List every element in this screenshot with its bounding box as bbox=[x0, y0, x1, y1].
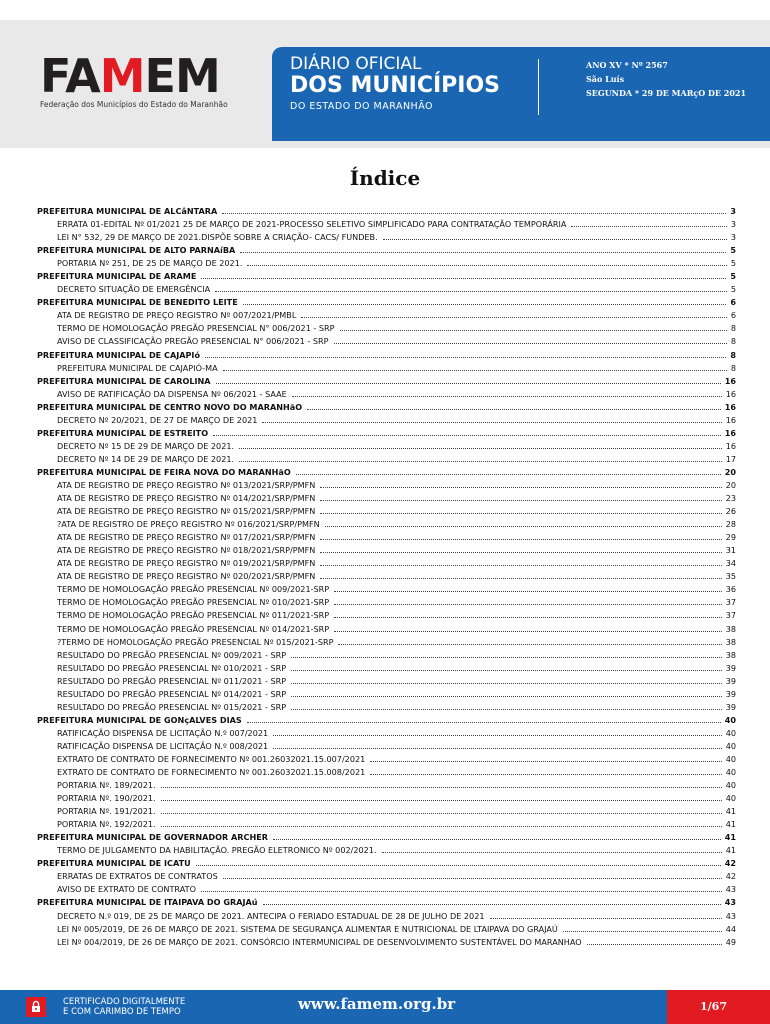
toc-page-number: 39 bbox=[725, 675, 736, 686]
toc-page-number: 38 bbox=[725, 649, 736, 660]
dot-leader bbox=[292, 388, 722, 397]
toc-page-number: 16 bbox=[725, 388, 736, 399]
toc-page-number: 43 bbox=[725, 910, 736, 921]
dot-leader bbox=[490, 910, 722, 919]
dot-leader bbox=[320, 531, 721, 540]
toc-entry[interactable] bbox=[37, 557, 736, 570]
toc-page-number: 20 bbox=[725, 479, 736, 490]
dot-leader bbox=[301, 309, 727, 318]
dot-leader bbox=[587, 936, 722, 945]
toc-section[interactable] bbox=[37, 896, 736, 909]
toc-section[interactable] bbox=[37, 296, 736, 309]
toc-section[interactable] bbox=[37, 349, 736, 362]
toc-entry-title: RESULTADO DO PREGÃO PRESENCIAL Nº 015/2021 - SRP bbox=[57, 701, 287, 712]
toc-entry-title: AVISO DE EXTRATO DE CONTRATO bbox=[57, 884, 196, 895]
toc-page-number: 41 bbox=[724, 832, 736, 843]
toc-page-number: 29 bbox=[725, 532, 736, 543]
toc-page-number: 8 bbox=[730, 362, 736, 373]
edition-number: ANO XV * Nº 2567 bbox=[586, 60, 668, 70]
toc-section[interactable] bbox=[37, 466, 736, 479]
dot-leader bbox=[223, 870, 722, 879]
toc-section[interactable] bbox=[37, 427, 736, 440]
page-footer bbox=[0, 990, 770, 1024]
dot-leader bbox=[222, 205, 726, 214]
toc-entry[interactable] bbox=[37, 218, 736, 231]
toc-entry-title: PREFEITURA MUNICIPAL DE ARAME bbox=[37, 271, 197, 282]
toc-page-number: 17 bbox=[725, 453, 736, 464]
toc-entry-title: PREFEITURA MUNICIPAL DE CENTRO NOVO DO MARANHãO bbox=[37, 401, 303, 412]
toc-entry[interactable] bbox=[37, 362, 736, 375]
toc-page-number: 3 bbox=[730, 219, 736, 230]
dot-leader bbox=[334, 583, 722, 592]
toc-entry-title: ERRATAS DE EXTRATOS DE CONTRATOS bbox=[57, 871, 218, 882]
toc-page-number: 31 bbox=[725, 545, 736, 556]
logo-text-accent: M bbox=[99, 49, 145, 103]
toc-entry-title: EXTRATO DE CONTRATO DE FORNECIMENTO Nº 001.26032021.15.007/2021 bbox=[57, 753, 366, 764]
dot-leader bbox=[196, 857, 721, 866]
toc-page-number: 42 bbox=[725, 871, 736, 882]
toc-page-number: 28 bbox=[725, 519, 736, 530]
toc-entry-title: RATIFICAÇÃO DISPENSA DE LICITAÇÃO N.º 008/2021 bbox=[57, 740, 269, 751]
toc-page-number: 6 bbox=[730, 310, 736, 321]
dot-leader bbox=[296, 466, 721, 475]
toc-page-number: 16 bbox=[724, 427, 736, 438]
toc-entry[interactable] bbox=[37, 518, 736, 531]
logo-text-post: EM bbox=[144, 49, 220, 103]
toc-entry-title: ATA DE REGISTRO DE PREÇO REGISTRO Nº 013/2021/SRP/PMFN bbox=[57, 479, 316, 490]
toc-page-number: 43 bbox=[725, 884, 736, 895]
toc-entry[interactable] bbox=[37, 883, 736, 896]
publication-banner bbox=[272, 47, 770, 141]
dot-leader bbox=[370, 766, 721, 775]
dot-leader bbox=[223, 362, 727, 371]
toc-entry-title: ?ATA DE REGISTRO DE PREÇO REGISTRO Nº 016/2021/SRP/PMFN bbox=[57, 519, 320, 530]
toc-entry-title: ATA DE REGISTRO DE PREÇO REGISTRO Nº 007/2021/PMBL bbox=[57, 310, 297, 321]
toc-entry[interactable] bbox=[37, 414, 736, 427]
dot-leader bbox=[320, 505, 721, 514]
toc-entry-title: PREFEITURA MUNICIPAL DE FEIRA NOVA DO MARANHãO bbox=[37, 466, 291, 477]
toc-page-number: 41 bbox=[725, 819, 736, 830]
dot-leader bbox=[291, 688, 722, 697]
dot-leader bbox=[273, 831, 721, 840]
dot-leader bbox=[161, 805, 722, 814]
toc-entry-title: DECRETO Nº 20/2021, DE 27 DE MARÇO DE 2021 bbox=[57, 414, 258, 425]
dot-leader bbox=[334, 596, 722, 605]
toc-page-number: 3 bbox=[730, 232, 736, 243]
lock-icon bbox=[26, 997, 46, 1017]
toc-entry[interactable] bbox=[37, 818, 736, 831]
toc-entry-title: TERMO DE JULGAMENTO DA HABILITAÇÃO. PREGÃO ELETRONICO Nº 002/2021. bbox=[57, 845, 377, 856]
toc-entry[interactable] bbox=[37, 688, 736, 701]
dot-leader bbox=[240, 244, 726, 253]
website-link[interactable]: www.famem.org.br bbox=[298, 995, 456, 1013]
toc-entry-title: PORTARIA Nº. 191/2021. bbox=[57, 806, 156, 817]
toc-page-number: 40 bbox=[725, 727, 736, 738]
toc-entry[interactable] bbox=[37, 583, 736, 596]
toc-entry-title: RATIFICAÇÃO DISPENSA DE LICITAÇÃO N.º 007/2021 bbox=[57, 727, 269, 738]
toc-entry-title: ATA DE REGISTRO DE PREÇO REGISTRO Nº 014/2021/SRP/PMFN bbox=[57, 493, 316, 504]
toc-entry-title: ATA DE REGISTRO DE PREÇO REGISTRO Nº 018/2021/SRP/PMFN bbox=[57, 545, 316, 556]
toc-entry[interactable] bbox=[37, 727, 736, 740]
table-of-contents bbox=[37, 205, 736, 949]
dot-leader bbox=[334, 335, 727, 344]
toc-entry[interactable] bbox=[37, 740, 736, 753]
famem-logo bbox=[40, 49, 220, 103]
edition-info bbox=[586, 58, 746, 100]
edition-city: São Luís bbox=[586, 74, 625, 84]
dot-leader bbox=[307, 401, 721, 410]
toc-page-number: 20 bbox=[724, 466, 736, 477]
toc-page-number: 40 bbox=[725, 767, 736, 778]
toc-entry-title: DECRETO Nº 15 DE 29 DE MARÇO DE 2021. bbox=[57, 440, 235, 451]
toc-entry[interactable] bbox=[37, 766, 736, 779]
toc-entry-title: TERMO DE HOMOLOGAÇÃO PREGÃO PRESENCIAL Nº 010/2021-SRP bbox=[57, 597, 330, 608]
toc-entry-title: TERMO DE HOMOLOGAÇÃO PREGÃO PRESENCIAL Nº 009/2021-SRP bbox=[57, 584, 330, 595]
toc-entry[interactable] bbox=[37, 662, 736, 675]
toc-entry[interactable] bbox=[37, 675, 736, 688]
dot-leader bbox=[334, 609, 722, 618]
toc-entry[interactable] bbox=[37, 283, 736, 296]
toc-entry-title: AVISO DE RATIFICAÇÃO DA DISPENSA Nº 06/2021 - SAAE bbox=[57, 388, 287, 399]
dot-leader bbox=[291, 649, 722, 658]
toc-page-number: 6 bbox=[730, 297, 736, 308]
toc-entry[interactable] bbox=[37, 623, 736, 636]
toc-page-number: 16 bbox=[724, 375, 736, 386]
toc-entry-title: ATA DE REGISTRO DE PREÇO REGISTRO Nº 019/2021/SRP/PMFN bbox=[57, 558, 316, 569]
banner-title-line1: DIÁRIO OFICIAL bbox=[290, 54, 422, 74]
dot-leader bbox=[247, 257, 726, 266]
toc-page-number: 8 bbox=[730, 349, 736, 360]
toc-page-number: 41 bbox=[725, 806, 736, 817]
banner-title-line2: DOS MUNICÍPIOS bbox=[290, 73, 501, 98]
toc-entry-title: DECRETO Nº 14 DE 29 DE MARÇO DE 2021. bbox=[57, 453, 235, 464]
toc-entry-title: LEI Nº 004/2019, DE 26 DE MARÇO DE 2021. CONSÓRCIO INTERMUNICIPAL DE DESENVOLVIMENTO SUSTENTÁVEL DO MARANHAO bbox=[57, 936, 582, 947]
toc-entry[interactable] bbox=[37, 479, 736, 492]
toc-entry-title: RESULTADO DO PREGÃO PRESENCIAL Nº 009/2021 - SRP bbox=[57, 649, 287, 660]
toc-page-number: 16 bbox=[725, 414, 736, 425]
toc-entry-title: RESULTADO DO PREGÃO PRESENCIAL Nº 014/2021 - SRP bbox=[57, 688, 287, 699]
cert-line2: E COM CARIMBO DE TEMPO bbox=[63, 1007, 181, 1017]
toc-page-number: 40 bbox=[724, 714, 736, 725]
logo-text-pre: FA bbox=[40, 49, 100, 103]
dot-leader bbox=[340, 322, 727, 331]
toc-section[interactable] bbox=[37, 270, 736, 283]
toc-page-number: 16 bbox=[725, 440, 736, 451]
toc-entry[interactable] bbox=[37, 440, 736, 453]
toc-page-number: 5 bbox=[730, 258, 736, 269]
toc-entry-title: EXTRATO DE CONTRATO DE FORNECIMENTO Nº 001.26032021.15.008/2021 bbox=[57, 767, 366, 778]
toc-entry[interactable] bbox=[37, 531, 736, 544]
dot-leader bbox=[161, 792, 722, 801]
index-title: Índice bbox=[349, 166, 421, 190]
toc-entry-title: ATA DE REGISTRO DE PREÇO REGISTRO Nº 017/2021/SRP/PMFN bbox=[57, 532, 316, 543]
edition-date: SEGUNDA * 29 DE MARçO DE 2021 bbox=[586, 88, 747, 98]
toc-page-number: 5 bbox=[730, 271, 736, 282]
toc-entry-title: TERMO DE HOMOLOGAÇÃO PREGÃO PRESENCIAL N° 006/2021 - SRP bbox=[57, 323, 335, 334]
toc-page-number: 40 bbox=[725, 753, 736, 764]
toc-page-number: 26 bbox=[725, 506, 736, 517]
toc-entry[interactable] bbox=[37, 309, 736, 322]
dot-leader bbox=[291, 675, 722, 684]
toc-entry-title: RESULTADO DO PREGÃO PRESENCIAL Nº 010/2021 - SRP bbox=[57, 662, 287, 673]
toc-entry[interactable] bbox=[37, 636, 736, 649]
toc-page-number: 37 bbox=[725, 597, 736, 608]
toc-entry[interactable] bbox=[37, 936, 736, 949]
toc-section[interactable] bbox=[37, 714, 736, 727]
certification-text bbox=[63, 997, 185, 1017]
toc-entry-title: LEI Nº 005/2019, DE 26 DE MARÇO DE 2021. SISTEMA DE SEGURANÇA ALIMENTAR E NUTRICIONAL DE LTAIPAVA DO GRAJAÚ bbox=[57, 923, 558, 934]
toc-entry-title: RESULTADO DO PREGÃO PRESENCIAL Nº 011/2021 - SRP bbox=[57, 675, 287, 686]
toc-page-number: 8 bbox=[730, 336, 736, 347]
toc-entry-title: PREFEITURA MUNICIPAL DE GOVERNADOR ARCHER bbox=[37, 832, 269, 843]
toc-entry[interactable] bbox=[37, 596, 736, 609]
toc-entry-title: PREFEITURA MUNICIPAL DE CAJAPIó bbox=[37, 349, 201, 360]
dot-leader bbox=[563, 923, 722, 932]
toc-entry[interactable] bbox=[37, 257, 736, 270]
toc-entry[interactable] bbox=[37, 570, 736, 583]
toc-entry[interactable] bbox=[37, 870, 736, 883]
dot-leader bbox=[571, 218, 726, 227]
dot-leader bbox=[273, 727, 722, 736]
toc-page-number: 39 bbox=[725, 701, 736, 712]
logo-subtitle: Federação dos Municípios do Estado do Maranhão bbox=[40, 100, 228, 109]
toc-entry[interactable] bbox=[37, 805, 736, 818]
dot-leader bbox=[291, 662, 722, 671]
toc-entry[interactable] bbox=[37, 779, 736, 792]
toc-page-number: 37 bbox=[725, 610, 736, 621]
toc-entry-title: PREFEITURA MUNICIPAL DE ITAIPAVA DO GRAJAú bbox=[37, 897, 258, 908]
toc-entry[interactable] bbox=[37, 753, 736, 766]
dot-leader bbox=[320, 570, 721, 579]
toc-page-number: 35 bbox=[725, 571, 736, 582]
toc-page-number: 39 bbox=[725, 688, 736, 699]
toc-entry-title: LEI N° 532, 29 DE MARÇO DE 2021.DISPÕE SOBRE A CRIAÇÃO- CACS/ FUNDEB. bbox=[57, 232, 378, 243]
dot-leader bbox=[320, 557, 721, 566]
dot-leader bbox=[213, 427, 721, 436]
toc-entry-title: PORTARIA Nº. 190/2021. bbox=[57, 793, 156, 804]
dot-leader bbox=[320, 492, 721, 501]
dot-leader bbox=[320, 479, 721, 488]
toc-section[interactable] bbox=[37, 831, 736, 844]
toc-page-number: 34 bbox=[725, 558, 736, 569]
toc-page-number: 38 bbox=[725, 623, 736, 634]
toc-page-number: 36 bbox=[725, 584, 736, 595]
toc-page-number: 41 bbox=[725, 845, 736, 856]
toc-entry-title: PREFEITURA MUNICIPAL DE ESTREITO bbox=[37, 427, 209, 438]
toc-entry-title: PORTARIA Nº. 189/2021. bbox=[57, 780, 156, 791]
toc-entry[interactable] bbox=[37, 701, 736, 714]
dot-leader bbox=[334, 623, 722, 632]
dot-leader bbox=[370, 753, 721, 762]
toc-entry-title: PREFEITURA MUNICIPAL DE CAROLINA bbox=[37, 375, 211, 386]
toc-entry-title: PORTARIA Nº 251, DE 25 DE MARÇO DE 2021. bbox=[57, 258, 243, 269]
toc-entry[interactable] bbox=[37, 910, 736, 923]
toc-entry-title: PREFEITURA MUNICIPAL DE ALTO PARNAíBA bbox=[37, 245, 236, 256]
toc-page-number: 42 bbox=[724, 858, 736, 869]
toc-entry[interactable] bbox=[37, 335, 736, 348]
dot-leader bbox=[239, 440, 722, 449]
toc-entry[interactable] bbox=[37, 492, 736, 505]
dot-leader bbox=[273, 740, 722, 749]
dot-leader bbox=[215, 283, 727, 292]
toc-entry[interactable] bbox=[37, 453, 736, 466]
toc-section[interactable] bbox=[37, 857, 736, 870]
toc-entry-title: DECRETO SITUAÇÃO DE EMERGÊNCIA bbox=[57, 284, 211, 295]
dot-leader bbox=[205, 349, 726, 358]
dot-leader bbox=[243, 296, 727, 305]
dot-leader bbox=[161, 779, 722, 788]
toc-section[interactable] bbox=[37, 244, 736, 257]
toc-entry-title: AVISO DE CLASSIFICAÇÃO PREGÃO PRESENCIAL N° 006/2021 - SRP bbox=[57, 336, 329, 347]
toc-entry[interactable] bbox=[37, 923, 736, 936]
dot-leader bbox=[262, 414, 721, 423]
toc-entry[interactable] bbox=[37, 544, 736, 557]
page-number: 1/67 bbox=[700, 1000, 727, 1013]
toc-section[interactable] bbox=[37, 205, 736, 218]
toc-entry-title: PREFEITURA MUNICIPAL DE BENEDITO LEITE bbox=[37, 297, 238, 308]
dot-leader bbox=[382, 844, 722, 853]
toc-page-number: 40 bbox=[725, 740, 736, 751]
toc-entry-title: TERMO DE HOMOLOGAÇÃO PREGÃO PRESENCIAL Nº 011/2021-SRP bbox=[57, 610, 330, 621]
toc-page-number: 5 bbox=[730, 284, 736, 295]
dot-leader bbox=[263, 896, 721, 905]
toc-page-number: 23 bbox=[725, 493, 736, 504]
toc-entry-title: ATA DE REGISTRO DE PREÇO REGISTRO Nº 015/2021/SRP/PMFN bbox=[57, 506, 316, 517]
cert-line1: CERTIFICADO DIGITALMENTE bbox=[63, 997, 186, 1007]
page-header bbox=[0, 20, 770, 148]
dot-leader bbox=[239, 453, 722, 462]
toc-entry[interactable] bbox=[37, 505, 736, 518]
page-number-box bbox=[667, 990, 770, 1024]
dot-leader bbox=[161, 818, 722, 827]
toc-page-number: 16 bbox=[724, 401, 736, 412]
toc-page-number: 3 bbox=[730, 206, 736, 216]
toc-entry[interactable] bbox=[37, 649, 736, 662]
dot-leader bbox=[201, 883, 722, 892]
dot-leader bbox=[325, 518, 722, 527]
toc-entry-title: ?TERMO DE HOMOLOGAÇÃO PREGÃO PRESENCIAL Nº 015/2021-SRP bbox=[57, 636, 334, 647]
toc-entry-title: ERRATA 01-EDITAL Nº 01/2021 25 DE MARÇO DE 2021-PROCESSO SELETIVO SIMPLIFICADO PARA CONTRATAÇÃO TEMPORÁRIA bbox=[57, 219, 567, 230]
banner-divider bbox=[538, 59, 539, 115]
toc-entry-title: DECRETO N.º 019, DE 25 DE MARÇO DE 2021. ANTECIPA O FERIADO ESTADUAL DE 28 DE JULHO DE 2021 bbox=[57, 910, 485, 921]
toc-entry-title: PREFEITURA MUNICIPAL DE ALCâNTARA bbox=[37, 206, 218, 216]
toc-page-number: 8 bbox=[730, 323, 736, 334]
toc-page-number: 44 bbox=[725, 923, 736, 934]
dot-leader bbox=[383, 231, 727, 240]
dot-leader bbox=[320, 544, 721, 553]
toc-page-number: 5 bbox=[730, 245, 736, 256]
toc-page-number: 40 bbox=[725, 793, 736, 804]
toc-entry[interactable] bbox=[37, 388, 736, 401]
toc-entry-title: PREFEITURA MUNICIPAL DE ICATU bbox=[37, 858, 191, 869]
toc-section[interactable] bbox=[37, 401, 736, 414]
toc-entry[interactable] bbox=[37, 231, 736, 244]
toc-page-number: 38 bbox=[725, 636, 736, 647]
dot-leader bbox=[216, 375, 721, 384]
toc-page-number: 49 bbox=[725, 936, 736, 947]
dot-leader bbox=[338, 636, 721, 645]
toc-entry-title: PORTARIA Nº. 192/2021. bbox=[57, 819, 156, 830]
toc-page-number: 40 bbox=[725, 780, 736, 791]
banner-title-line3: DO ESTADO DO MARANHÃO bbox=[290, 101, 434, 112]
toc-entry-title: ATA DE REGISTRO DE PREÇO REGISTRO Nº 020/2021/SRP/PMFN bbox=[57, 571, 316, 582]
toc-entry[interactable] bbox=[37, 322, 736, 335]
toc-entry[interactable] bbox=[37, 792, 736, 805]
dot-leader bbox=[201, 270, 726, 279]
toc-entry-title: TERMO DE HOMOLOGAÇÃO PREGÃO PRESENCIAL Nº 014/2021-SRP bbox=[57, 623, 330, 634]
toc-entry-title: PREFEITURA MUNICIPAL DE CAJAPIÓ-MA bbox=[57, 362, 218, 373]
toc-page-number: 43 bbox=[724, 897, 736, 908]
toc-entry[interactable] bbox=[37, 844, 736, 857]
dot-leader bbox=[291, 701, 722, 710]
toc-section[interactable] bbox=[37, 375, 736, 388]
toc-page-number: 39 bbox=[725, 662, 736, 673]
dot-leader bbox=[247, 714, 721, 723]
toc-entry-title: PREFEITURA MUNICIPAL DE GONçALVES DIAS bbox=[37, 714, 242, 725]
toc-entry[interactable] bbox=[37, 609, 736, 622]
